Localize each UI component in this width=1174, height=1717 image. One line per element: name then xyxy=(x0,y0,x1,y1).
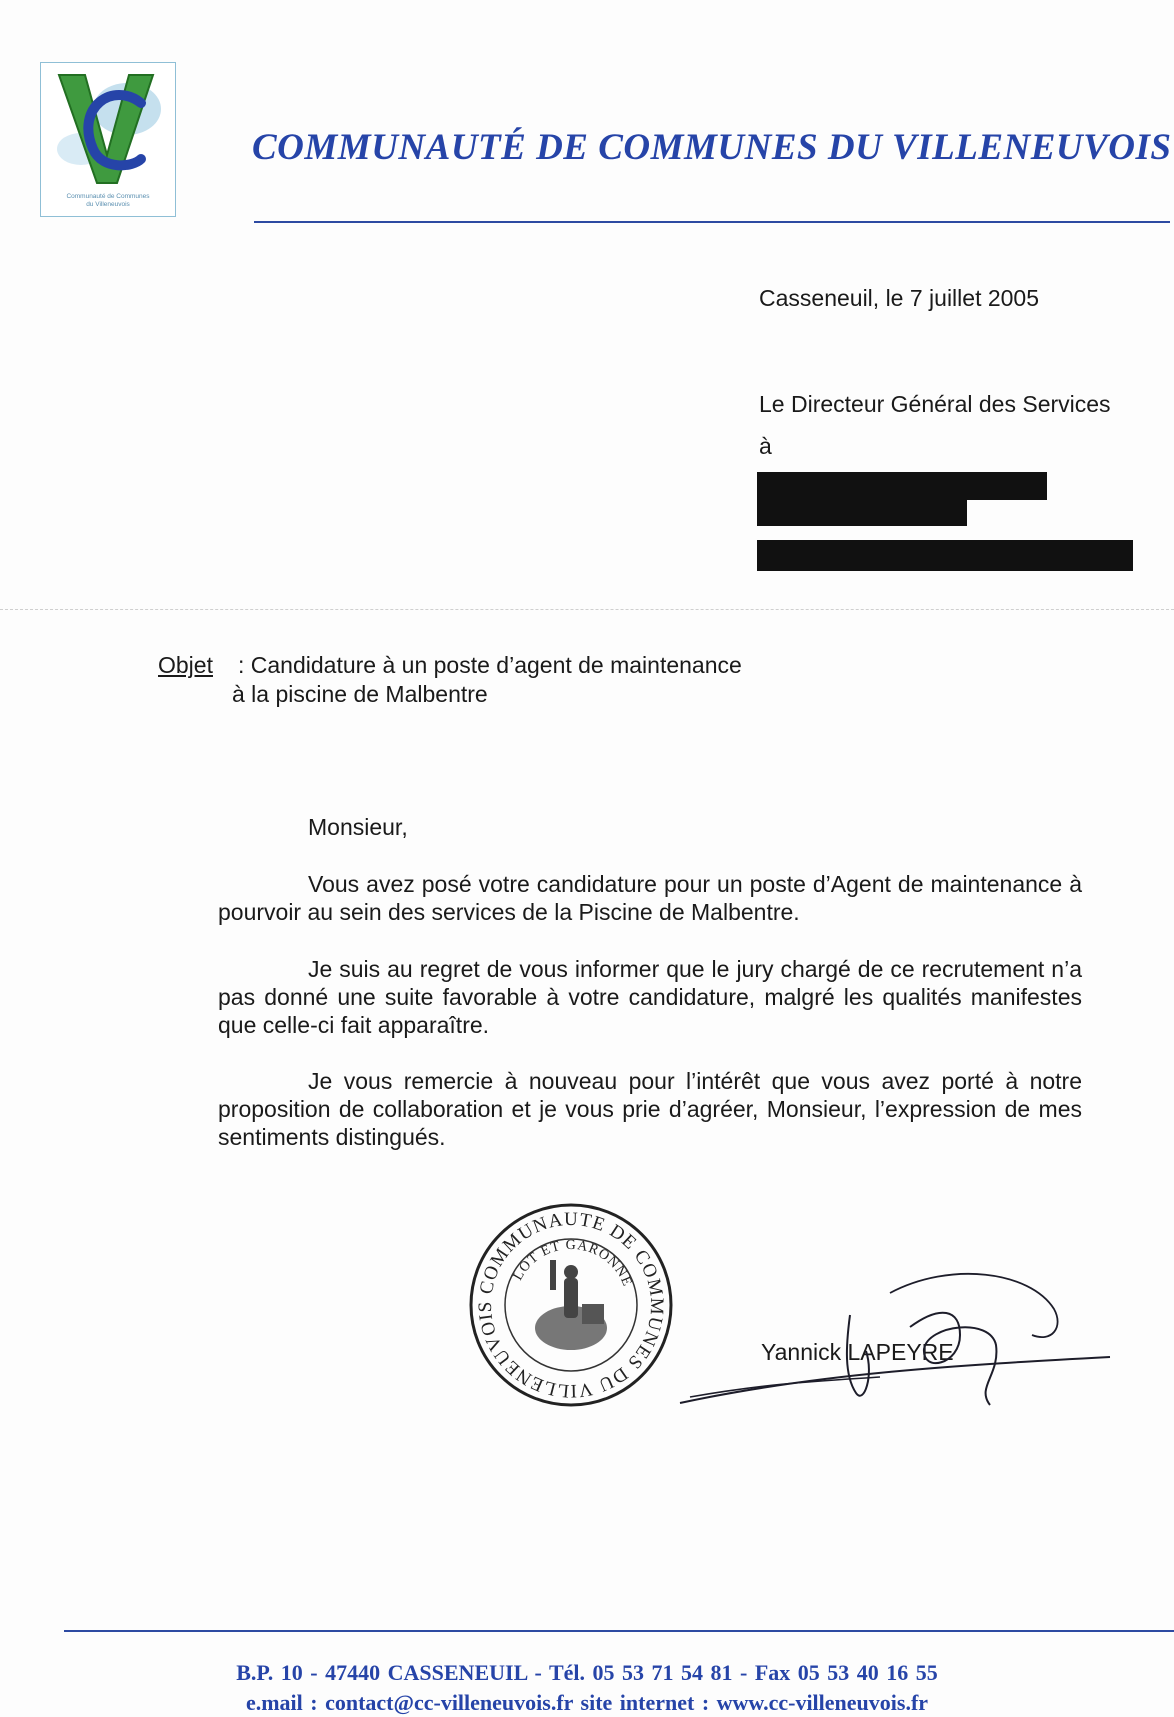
body-paragraph: Vous avez posé votre candidature pour un poste d’Agent de maintenance à pourvoir au sein des services de la Piscine de Malbentre. xyxy=(218,871,1082,925)
redacted-recipient-address xyxy=(757,540,1133,571)
organization-title: COMMUNAUTÉ DE COMMUNES DU VILLENEUVOIS xyxy=(252,127,1172,168)
logo-caption-line1: Communauté de Communes xyxy=(66,193,150,200)
seal-inner-text: LOT ET GARONNE xyxy=(510,1237,635,1290)
paper-fold-line xyxy=(0,609,1174,610)
subject-label: Objet xyxy=(158,652,213,678)
footer-divider xyxy=(64,1630,1174,1632)
signatory-name: Yannick LAPEYRE xyxy=(761,1339,954,1365)
footer-address-phone: B.P. 10 - 47440 CASSENEUIL - Tél. 05 53 71 54 81 - Fax 05 53 40 16 55 xyxy=(236,1660,938,1685)
recipient-preposition: à xyxy=(759,433,772,459)
sender-title: Le Directeur Général des Services xyxy=(759,391,1111,417)
handwritten-signature xyxy=(660,1265,1120,1420)
logo-caption xyxy=(47,193,169,209)
place-date: Casseneuil, le 7 juillet 2005 xyxy=(759,285,1040,311)
salutation: Monsieur, xyxy=(308,814,408,840)
subject-text: : Candidature à un poste d’agent de maintenance xyxy=(238,652,742,678)
header-divider xyxy=(254,221,1170,223)
subject-text-continued: à la piscine de Malbentre xyxy=(232,681,488,707)
organization-logo xyxy=(40,62,176,217)
body-paragraph: Je suis au regret de vous informer que le jury chargé de ce recrutement n’a pas donné une suite favorable à votre candidature, malgré les qualités manifestes que celle-ci fait apparaître. xyxy=(218,956,1082,1038)
redacted-recipient-line2 xyxy=(757,500,967,526)
official-seal-stamp xyxy=(466,1200,676,1415)
seal-outer-text: COMMUNAUTE DE COMMUNES DU VILLENEUVOIS xyxy=(474,1208,668,1402)
body-paragraph: Je vous remercie à nouveau pour l’intérêt que vous avez porté à notre proposition de collaboration et je vous prie d’agréer, Monsieur, l’expression de mes sentiments distingués. xyxy=(218,1068,1082,1150)
footer-email-website: e.mail : contact@cc-villeneuvois.fr site internet : www.cc-villeneuvois.fr xyxy=(245,1690,929,1715)
redacted-recipient-name xyxy=(757,472,1047,500)
logo-caption-line2: du Villeneuvois xyxy=(86,201,130,208)
